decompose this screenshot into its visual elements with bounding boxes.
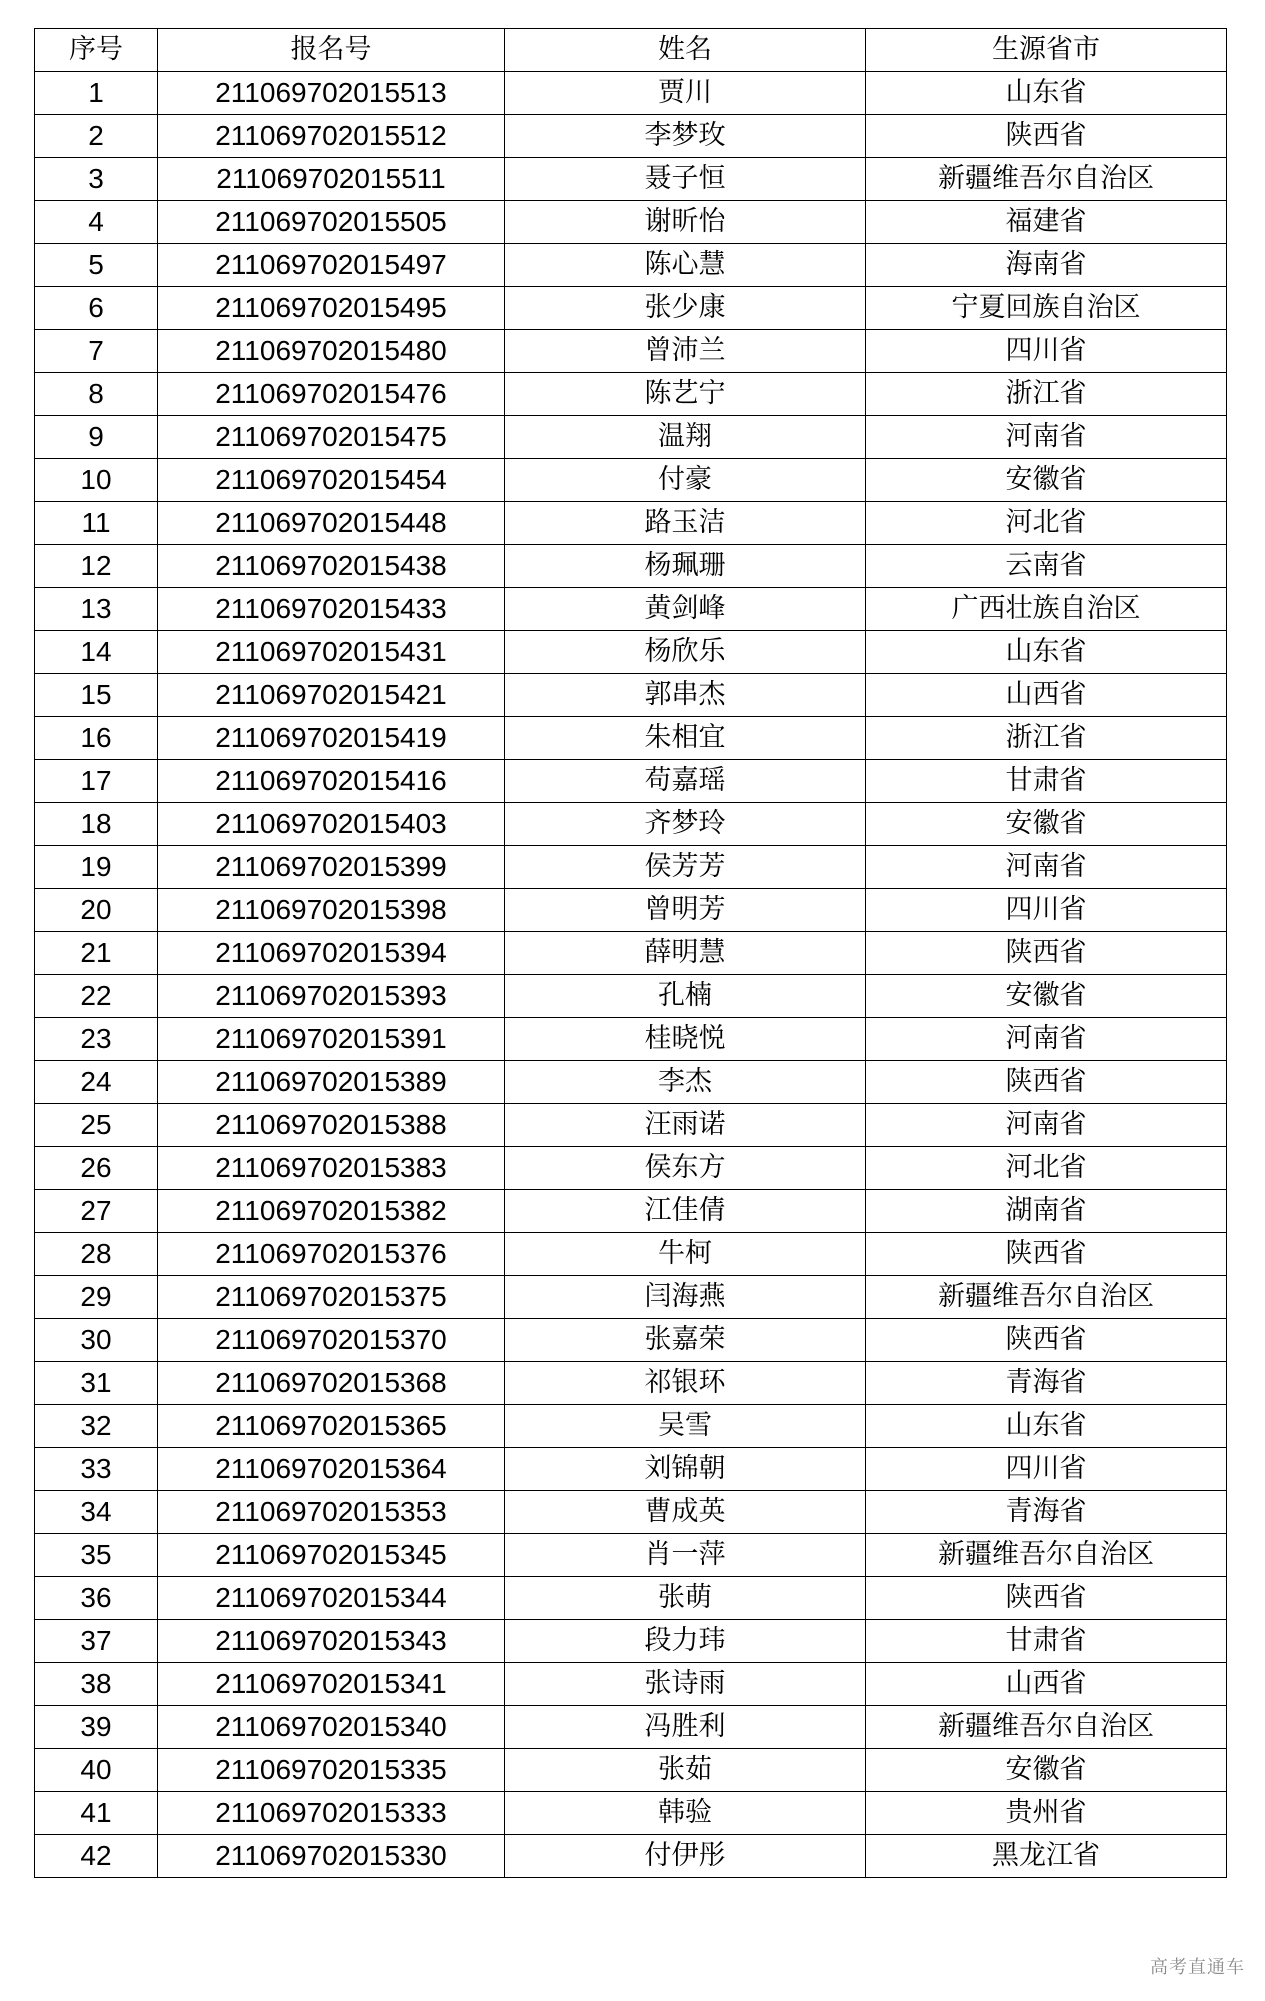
- cell-seq: 40: [35, 1749, 158, 1792]
- cell-name: 吴雪: [505, 1405, 866, 1448]
- table-row: [35, 545, 1227, 588]
- table-row: [35, 1706, 1227, 1749]
- cell-reg-no: 211069702015368: [158, 1362, 505, 1405]
- cell-province: 四川省: [866, 330, 1227, 373]
- cell-name: 付豪: [505, 459, 866, 502]
- cell-seq: 35: [35, 1534, 158, 1577]
- cell-seq: 21: [35, 932, 158, 975]
- cell-name: 李梦玫: [505, 115, 866, 158]
- header-seq: 序号: [35, 29, 158, 72]
- cell-reg-no: 211069702015391: [158, 1018, 505, 1061]
- cell-name: 侯芳芳: [505, 846, 866, 889]
- cell-name: 杨欣乐: [505, 631, 866, 674]
- table-row: [35, 1018, 1227, 1061]
- cell-name: 肖一萍: [505, 1534, 866, 1577]
- table-row: [35, 416, 1227, 459]
- cell-seq: 3: [35, 158, 158, 201]
- cell-name: 桂晓悦: [505, 1018, 866, 1061]
- cell-seq: 41: [35, 1792, 158, 1835]
- cell-province: 河南省: [866, 1104, 1227, 1147]
- header-reg-no: 报名号: [158, 29, 505, 72]
- cell-name: 汪雨诺: [505, 1104, 866, 1147]
- cell-name: 曾沛兰: [505, 330, 866, 373]
- cell-reg-no: 211069702015353: [158, 1491, 505, 1534]
- table-row: [35, 674, 1227, 717]
- cell-seq: 19: [35, 846, 158, 889]
- cell-name: 段力玮: [505, 1620, 866, 1663]
- cell-province: 河北省: [866, 502, 1227, 545]
- table-row: [35, 1577, 1227, 1620]
- cell-name: 谢昕怡: [505, 201, 866, 244]
- cell-province: 新疆维吾尔自治区: [866, 1706, 1227, 1749]
- cell-province: 陕西省: [866, 1577, 1227, 1620]
- cell-name: 贾川: [505, 72, 866, 115]
- cell-province: 青海省: [866, 1491, 1227, 1534]
- cell-province: 陕西省: [866, 115, 1227, 158]
- cell-name: 李杰: [505, 1061, 866, 1104]
- cell-seq: 37: [35, 1620, 158, 1663]
- cell-province: 新疆维吾尔自治区: [866, 1534, 1227, 1577]
- cell-seq: 30: [35, 1319, 158, 1362]
- cell-reg-no: 211069702015330: [158, 1835, 505, 1878]
- cell-province: 陕西省: [866, 1319, 1227, 1362]
- cell-seq: 9: [35, 416, 158, 459]
- cell-province: 山西省: [866, 674, 1227, 717]
- cell-reg-no: 211069702015340: [158, 1706, 505, 1749]
- cell-reg-no: 211069702015438: [158, 545, 505, 588]
- cell-name: 张嘉荣: [505, 1319, 866, 1362]
- cell-seq: 14: [35, 631, 158, 674]
- cell-province: 河南省: [866, 416, 1227, 459]
- cell-seq: 31: [35, 1362, 158, 1405]
- cell-seq: 5: [35, 244, 158, 287]
- cell-seq: 13: [35, 588, 158, 631]
- cell-reg-no: 211069702015480: [158, 330, 505, 373]
- cell-seq: 36: [35, 1577, 158, 1620]
- cell-reg-no: 211069702015495: [158, 287, 505, 330]
- cell-province: 湖南省: [866, 1190, 1227, 1233]
- cell-reg-no: 211069702015431: [158, 631, 505, 674]
- cell-name: 江佳倩: [505, 1190, 866, 1233]
- table-row: [35, 330, 1227, 373]
- cell-seq: 27: [35, 1190, 158, 1233]
- cell-name: 温翔: [505, 416, 866, 459]
- cell-reg-no: 211069702015335: [158, 1749, 505, 1792]
- cell-seq: 24: [35, 1061, 158, 1104]
- cell-seq: 16: [35, 717, 158, 760]
- cell-name: 路玉洁: [505, 502, 866, 545]
- cell-province: 安徽省: [866, 803, 1227, 846]
- cell-reg-no: 211069702015344: [158, 1577, 505, 1620]
- cell-province: 浙江省: [866, 373, 1227, 416]
- table-row: [35, 1104, 1227, 1147]
- cell-province: 浙江省: [866, 717, 1227, 760]
- cell-reg-no: 211069702015398: [158, 889, 505, 932]
- table-row: [35, 1835, 1227, 1878]
- cell-name: 黄剑峰: [505, 588, 866, 631]
- cell-seq: 10: [35, 459, 158, 502]
- cell-province: 四川省: [866, 1448, 1227, 1491]
- cell-reg-no: 211069702015388: [158, 1104, 505, 1147]
- cell-province: 安徽省: [866, 459, 1227, 502]
- table-row: [35, 1749, 1227, 1792]
- cell-province: 福建省: [866, 201, 1227, 244]
- table-row: [35, 459, 1227, 502]
- cell-seq: 38: [35, 1663, 158, 1706]
- table-row: [35, 1534, 1227, 1577]
- cell-reg-no: 211069702015419: [158, 717, 505, 760]
- cell-seq: 29: [35, 1276, 158, 1319]
- table-row: [35, 1190, 1227, 1233]
- table-row: [35, 1620, 1227, 1663]
- table-row: [35, 1276, 1227, 1319]
- cell-province: 河北省: [866, 1147, 1227, 1190]
- cell-reg-no: 211069702015454: [158, 459, 505, 502]
- cell-province: 山东省: [866, 631, 1227, 674]
- cell-reg-no: 211069702015365: [158, 1405, 505, 1448]
- cell-seq: 6: [35, 287, 158, 330]
- cell-seq: 17: [35, 760, 158, 803]
- cell-name: 刘锦朝: [505, 1448, 866, 1491]
- cell-reg-no: 211069702015421: [158, 674, 505, 717]
- cell-reg-no: 211069702015389: [158, 1061, 505, 1104]
- table-row: [35, 631, 1227, 674]
- cell-name: 牛柯: [505, 1233, 866, 1276]
- cell-seq: 26: [35, 1147, 158, 1190]
- cell-name: 郭串杰: [505, 674, 866, 717]
- cell-seq: 4: [35, 201, 158, 244]
- table-row: [35, 158, 1227, 201]
- cell-reg-no: 211069702015341: [158, 1663, 505, 1706]
- cell-reg-no: 211069702015448: [158, 502, 505, 545]
- cell-seq: 34: [35, 1491, 158, 1534]
- cell-seq: 23: [35, 1018, 158, 1061]
- cell-reg-no: 211069702015511: [158, 158, 505, 201]
- cell-name: 杨珮珊: [505, 545, 866, 588]
- table-row: [35, 1319, 1227, 1362]
- cell-province: 安徽省: [866, 975, 1227, 1018]
- cell-reg-no: 211069702015345: [158, 1534, 505, 1577]
- cell-province: 宁夏回族自治区: [866, 287, 1227, 330]
- cell-province: 广西壮族自治区: [866, 588, 1227, 631]
- table-row: [35, 1491, 1227, 1534]
- table-row: [35, 803, 1227, 846]
- cell-name: 齐梦玲: [505, 803, 866, 846]
- cell-seq: 15: [35, 674, 158, 717]
- cell-name: 冯胜利: [505, 1706, 866, 1749]
- cell-province: 黑龙江省: [866, 1835, 1227, 1878]
- watermark-text: 高考直通车: [1150, 1957, 1245, 1978]
- cell-reg-no: 211069702015333: [158, 1792, 505, 1835]
- cell-seq: 42: [35, 1835, 158, 1878]
- cell-province: 山西省: [866, 1663, 1227, 1706]
- cell-province: 山东省: [866, 72, 1227, 115]
- cell-reg-no: 211069702015475: [158, 416, 505, 459]
- cell-name: 陈艺宁: [505, 373, 866, 416]
- header-row: [35, 29, 1227, 72]
- cell-reg-no: 211069702015505: [158, 201, 505, 244]
- cell-province: 四川省: [866, 889, 1227, 932]
- cell-seq: 20: [35, 889, 158, 932]
- table-row: [35, 846, 1227, 889]
- cell-seq: 8: [35, 373, 158, 416]
- cell-name: 韩验: [505, 1792, 866, 1835]
- cell-province: 安徽省: [866, 1749, 1227, 1792]
- cell-name: 侯东方: [505, 1147, 866, 1190]
- table-row: [35, 1405, 1227, 1448]
- cell-reg-no: 211069702015382: [158, 1190, 505, 1233]
- table-body: [35, 72, 1227, 1878]
- cell-name: 闫海燕: [505, 1276, 866, 1319]
- table-header: [35, 29, 1227, 72]
- cell-province: 陕西省: [866, 1233, 1227, 1276]
- cell-province: 贵州省: [866, 1792, 1227, 1835]
- table-row: [35, 373, 1227, 416]
- cell-reg-no: 211069702015399: [158, 846, 505, 889]
- cell-province: 新疆维吾尔自治区: [866, 158, 1227, 201]
- cell-province: 河南省: [866, 846, 1227, 889]
- cell-seq: 11: [35, 502, 158, 545]
- cell-province: 海南省: [866, 244, 1227, 287]
- cell-seq: 1: [35, 72, 158, 115]
- cell-province: 山东省: [866, 1405, 1227, 1448]
- cell-reg-no: 211069702015376: [158, 1233, 505, 1276]
- table-row: [35, 502, 1227, 545]
- cell-reg-no: 211069702015512: [158, 115, 505, 158]
- table-row: [35, 115, 1227, 158]
- cell-name: 张诗雨: [505, 1663, 866, 1706]
- cell-name: 陈心慧: [505, 244, 866, 287]
- cell-name: 张萌: [505, 1577, 866, 1620]
- cell-name: 张茹: [505, 1749, 866, 1792]
- cell-province: 甘肃省: [866, 760, 1227, 803]
- cell-seq: 33: [35, 1448, 158, 1491]
- header-name: 姓名: [505, 29, 866, 72]
- cell-reg-no: 211069702015343: [158, 1620, 505, 1663]
- table-row: [35, 1061, 1227, 1104]
- cell-name: 付伊彤: [505, 1835, 866, 1878]
- cell-name: 曹成英: [505, 1491, 866, 1534]
- cell-name: 朱相宜: [505, 717, 866, 760]
- table-row: [35, 1448, 1227, 1491]
- cell-province: 河南省: [866, 1018, 1227, 1061]
- table-row: [35, 588, 1227, 631]
- roster-table: [34, 28, 1227, 1878]
- table-row: [35, 932, 1227, 975]
- cell-province: 青海省: [866, 1362, 1227, 1405]
- cell-reg-no: 211069702015394: [158, 932, 505, 975]
- cell-name: 祁银环: [505, 1362, 866, 1405]
- cell-name: 苟嘉瑶: [505, 760, 866, 803]
- cell-seq: 22: [35, 975, 158, 1018]
- cell-province: 陕西省: [866, 1061, 1227, 1104]
- table-row: [35, 1233, 1227, 1276]
- table-row: [35, 201, 1227, 244]
- cell-reg-no: 211069702015370: [158, 1319, 505, 1362]
- cell-seq: 2: [35, 115, 158, 158]
- table-row: [35, 889, 1227, 932]
- cell-seq: 39: [35, 1706, 158, 1749]
- cell-seq: 32: [35, 1405, 158, 1448]
- table-row: [35, 717, 1227, 760]
- table-row: [35, 1362, 1227, 1405]
- cell-seq: 7: [35, 330, 158, 373]
- cell-seq: 25: [35, 1104, 158, 1147]
- cell-seq: 12: [35, 545, 158, 588]
- cell-reg-no: 211069702015364: [158, 1448, 505, 1491]
- cell-name: 曾明芳: [505, 889, 866, 932]
- cell-name: 张少康: [505, 287, 866, 330]
- cell-reg-no: 211069702015513: [158, 72, 505, 115]
- cell-reg-no: 211069702015416: [158, 760, 505, 803]
- table-row: [35, 72, 1227, 115]
- cell-reg-no: 211069702015393: [158, 975, 505, 1018]
- table-row: [35, 975, 1227, 1018]
- table-row: [35, 244, 1227, 287]
- cell-name: 孔楠: [505, 975, 866, 1018]
- cell-seq: 18: [35, 803, 158, 846]
- cell-reg-no: 211069702015497: [158, 244, 505, 287]
- cell-province: 陕西省: [866, 932, 1227, 975]
- cell-province: 甘肃省: [866, 1620, 1227, 1663]
- admission-roster: [34, 28, 1227, 1878]
- cell-reg-no: 211069702015383: [158, 1147, 505, 1190]
- cell-seq: 28: [35, 1233, 158, 1276]
- table-row: [35, 1663, 1227, 1706]
- cell-province: 新疆维吾尔自治区: [866, 1276, 1227, 1319]
- cell-reg-no: 211069702015375: [158, 1276, 505, 1319]
- cell-reg-no: 211069702015476: [158, 373, 505, 416]
- cell-name: 聂子恒: [505, 158, 866, 201]
- table-row: [35, 1792, 1227, 1835]
- cell-reg-no: 211069702015403: [158, 803, 505, 846]
- cell-reg-no: 211069702015433: [158, 588, 505, 631]
- cell-name: 薛明慧: [505, 932, 866, 975]
- table-row: [35, 1147, 1227, 1190]
- table-row: [35, 760, 1227, 803]
- table-row: [35, 287, 1227, 330]
- cell-province: 云南省: [866, 545, 1227, 588]
- header-province: 生源省市: [866, 29, 1227, 72]
